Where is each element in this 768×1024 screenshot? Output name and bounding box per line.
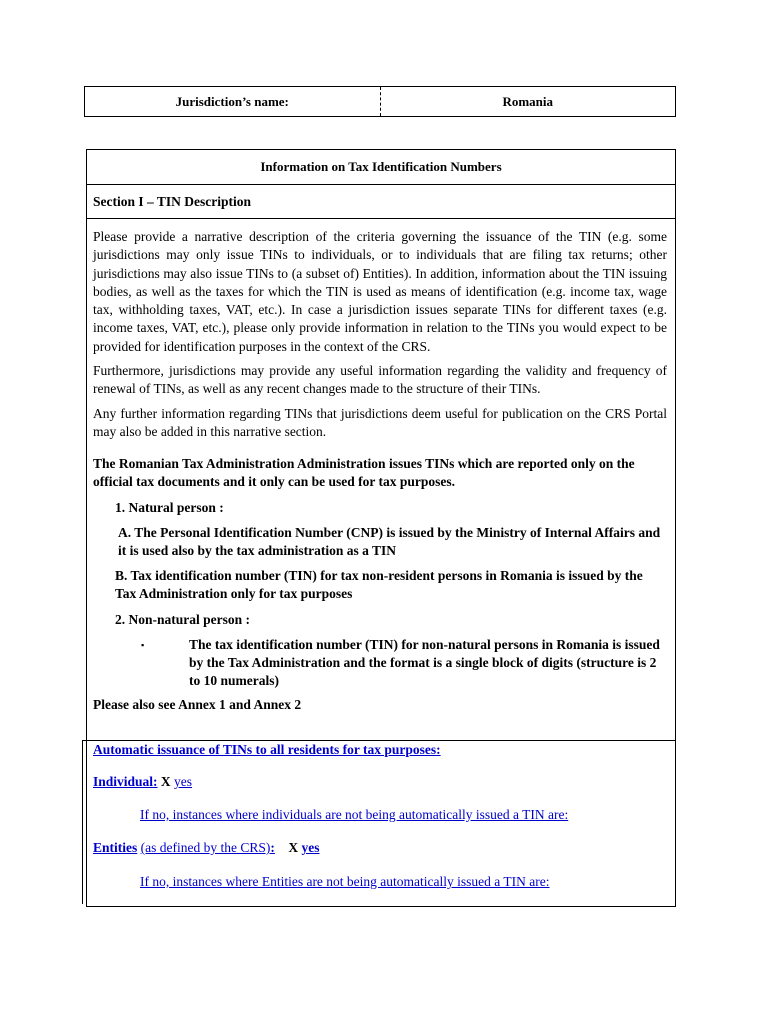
jurisdiction-label: Jurisdiction’s name: — [85, 87, 381, 116]
bullet-icon: ▪ — [141, 640, 145, 651]
entities-mark: X — [288, 840, 299, 855]
item-natural-person: 1. Natural person : — [115, 500, 224, 516]
entities-row — [93, 840, 320, 856]
individual-no-text: If no, instances where individuals are not being automatically issued a TIN are: — [140, 807, 569, 822]
jurisdiction-table — [84, 86, 676, 117]
jurisdiction-value: Romania — [502, 93, 554, 109]
item-tin-nonresident: B. Tax identification number (TIN) for tax non-resident persons in Romania is issued by the Tax Administration only for tax purposes — [115, 568, 643, 602]
item-cnp — [93, 524, 667, 560]
item-cnp-text: A. The Personal Identification Number (CNP) is issued by the Ministry of Internal Affairs and it is used also by the tax administration as a TIN — [118, 525, 661, 559]
info-title: Information on Tax Identification Numbers — [87, 150, 675, 185]
annex-note: Please also see Annex 1 and Annex 2 — [93, 697, 302, 713]
entities-colon: : — [270, 840, 275, 855]
auto-title: Automatic issuance of TINs to all residents for tax purposes: — [93, 742, 441, 757]
entities-label: Entities — [93, 840, 138, 855]
narrative-instructions — [87, 219, 675, 441]
answer-intro: The Romanian Tax Administration Administration issues TINs which are reported only on the official tax documents and it only can be used for tax purposes. — [93, 456, 635, 490]
narrative-paragraph: Please provide a narrative description of the criteria governing the issuance of the TIN (e.g. some jurisdictions may only issue TINs to individuals, or to individuals that are filing tax returns; other jurisdictions may also issue TINs to (a subset of) Entities). In addition, information about the TIN issuing bodies, as well as the taxes for which the TIN is used as means of identification (e.g. income tax, wage tax, withholding taxes, VAT, etc.). In case a jurisdiction issues separate TINs for different taxes (e.g. income taxes, VAT, etc.), please only provide information in relation to the TINs you would expect to be provided for identification purposes in the context of the CRS. — [93, 229, 667, 354]
item-non-natural-person: 2. Non-natural person : — [115, 612, 251, 628]
entities-value: yes — [301, 840, 320, 855]
narrative-paragraph: Furthermore, jurisdictions may provide any useful information regarding the validity and frequency of renewal of TINs, as well as any recent changes made to the structure of their TINs. — [93, 363, 667, 397]
bullet-item — [93, 636, 667, 690]
narrative-paragraph: Any further information regarding TINs that jurisdictions deem useful for publication on the CRS Portal may also be added in this narrative section. — [93, 405, 667, 439]
bullet-text: The tax identification number (TIN) for non-natural persons in Romania is issued by the Tax Administration and the format is a single block of digits (structure is 2 to 10 numerals) — [189, 637, 660, 689]
section-title: Section I – TIN Description — [87, 185, 675, 219]
individual-mark: X — [160, 774, 171, 789]
automatic-issuance-section — [82, 740, 676, 904]
entities-paren: (as defined by the CRS) — [140, 840, 271, 855]
individual-label: Individual: — [93, 774, 158, 789]
individual-row — [93, 774, 192, 790]
romania-answer — [87, 455, 675, 714]
entities-no-text: If no, instances where Entities are not being automatically issued a TIN are: — [140, 874, 550, 889]
individual-value: yes — [174, 774, 193, 789]
